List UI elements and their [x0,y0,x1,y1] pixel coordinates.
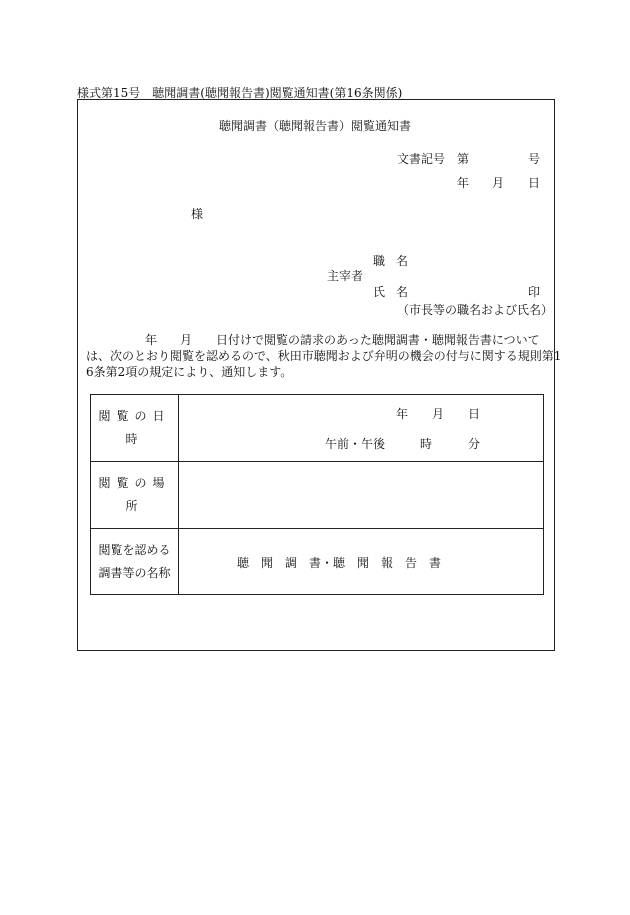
inspection-date-month: 月 [432,407,445,421]
host-name-note: （市長等の職名および氏名） [397,303,554,317]
body-text-line-3: 6条第2項の規定により、通知します。 [86,365,293,379]
inspection-minute: 分 [468,437,481,451]
inspection-hour: 時 [420,437,433,451]
issue-date-month: 月 [492,176,505,190]
host-title-label: 職名 [373,254,420,268]
body-month: 月 [180,333,193,347]
inspection-date-day: 日 [468,407,481,421]
issue-date-day: 日 [528,176,541,190]
inspection-place-label-cell [91,462,179,529]
addressee-honorific: 様 [191,207,204,221]
inspection-ampm: 午前・午後 [325,437,386,451]
document-title: 聴聞調書（聴聞報告書）閲覧通知書 [218,119,411,133]
document-number-suffix: 号 [528,152,541,166]
document-name-value: 聴 聞 調 書・聴 聞 報 告 書 [237,556,442,570]
inspection-place-label: 閲覧の場所 [98,476,171,513]
table-row [91,462,544,529]
document-name-label-line-1: 閲覧を認める [98,542,171,557]
document-name-label-line-2: 調書等の名称 [98,565,171,580]
host-name-label: 氏名 [373,285,420,299]
document-number-prefix: 第 [457,152,470,166]
inspection-datetime-label-cell [91,395,179,462]
document-number-label: 文書記号 [397,152,446,166]
body-year: 年 [145,333,158,347]
form-number-label: 様式第15号 聴聞調書(聴聞報告書)閲覧通知書(第16条関係) [77,86,403,100]
issue-date-year: 年 [457,176,470,190]
inspection-datetime-label: 閲覧の日時 [98,409,171,446]
inspection-date-year: 年 [396,407,409,421]
table-row [91,395,544,462]
seal-mark: 印 [528,285,541,299]
inspection-place-value-cell [179,462,544,529]
table-row [91,529,544,595]
document-name-value-cell [179,529,544,595]
body-text-line-2: は、次のとおり閲覧を認めるので、秋田市聴聞および弁明の機会の付与に関する規則第1 [86,349,562,363]
inspection-datetime-value-cell [179,395,544,462]
inspection-details-table [90,394,544,595]
document-name-label-cell [91,529,179,595]
body-sentence-start: 日付けで閲覧の請求のあった聴聞調書・聴聞報告書について [216,333,540,347]
host-label: 主宰者 [327,269,364,283]
